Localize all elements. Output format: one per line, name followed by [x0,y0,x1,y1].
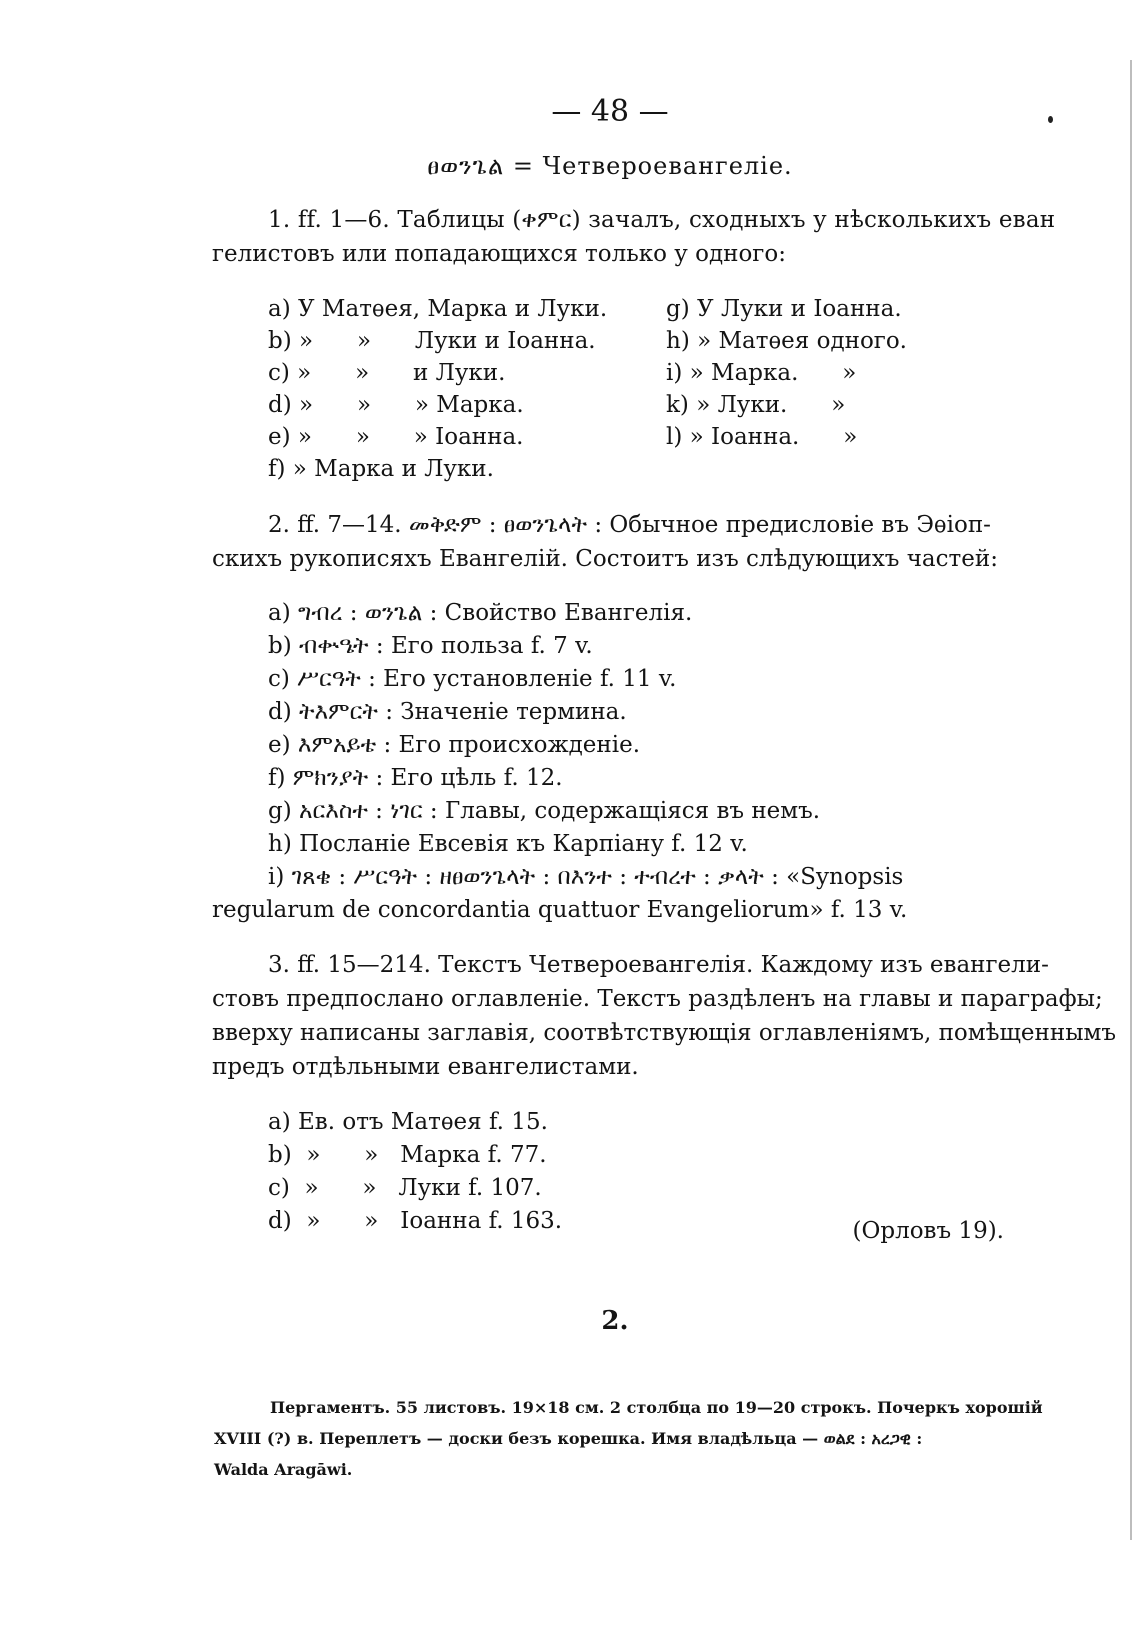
section2-item-i-line-1: i) ገጸቄ : ሥርዓት : ዘፀወንጌላት : በእንተ : ተብረተ : ቃላት : «Synopsis [268,864,904,890]
section2-item: g) አርእስተ : ነገር : Главы, содержащіяся въ немъ. [268,798,821,824]
section3-line-2: стовъ предпослано оглавленіе. Текстъ раздѣленъ на главы и параграфы; [212,986,1103,1012]
section1-right-item: l) » Іоанна. » [666,424,858,450]
section2-item: h) Посланіе Евсевія къ Карпіану f. 12 v. [268,831,748,857]
page-title: ፀወንጌል = Четвероевангеліе. [427,152,793,180]
section1-line-2: гелистовъ или попадающихся только у одного: [212,241,786,267]
ink-speck [1048,116,1053,123]
section3-item: b) » » Марка f. 77. [268,1142,547,1168]
section1-left-item: c) » » и Луки. [268,360,506,386]
section3-line-1: 3. ff. 15—214. Текстъ Четвероевангелія. Каждому изъ евангели- [268,952,1049,978]
section1-right-item: h) » Матѳея одного. [666,328,907,354]
section3-item: a) Ев. отъ Матѳея f. 15. [268,1109,548,1135]
section3-item: d) » » Іоанна f. 163. [268,1208,563,1234]
section1-left-item: d) » » » Марка. [268,392,524,418]
section1-left-item: e) » » » Іоанна. [268,424,524,450]
section1-line-1: 1. ff. 1—6. Таблицы (ቀምር) зачалъ, сходныхъ у нѣсколькихъ еван [268,207,1056,233]
entry-number: 2. [601,1306,629,1336]
section2-item: c) ሥርዓት : Его установленіе f. 11 v. [268,666,677,692]
footnote-line-2: XVIII (?) в. Переплетъ — доски безъ корешка. Имя владѣльца — ወልደ : አረጋዊ : [214,1429,923,1448]
section2-item: d) ትእምርት : Значеніе термина. [268,699,627,725]
footnote-line-3: Walda Aragāwi. [214,1460,353,1479]
section2-item-i-line-2: regularum de concordantia quattuor Evangeliorum» f. 13 v. [212,897,908,923]
section2-item: b) ብቍዔት : Его польза f. 7 v. [268,633,593,659]
section2-line-1: 2. ff. 7—14. መቅድም : ፀወንጌላት : Обычное предисловіе въ Эѳіоп- [268,512,991,538]
section3-line-4: предъ отдѣльными евангелистами. [212,1054,639,1080]
section2-item: e) እምአይቴ : Его происхожденіе. [268,732,641,758]
section1-right-item: i) » Марка. » [666,360,857,386]
source-reference: (Орловъ 19). [852,1218,1004,1244]
section1-left-item: a) У Матѳея, Марка и Луки. [268,296,608,322]
section2-item: a) ግብረ : ወንጌል : Свойство Евангелія. [268,600,693,626]
section1-left-item: f) » Марка и Луки. [268,456,494,482]
footnote-line-1: Пергаментъ. 55 листовъ. 19×18 см. 2 столбца по 19—20 строкъ. Почеркъ хорошій [270,1398,1043,1417]
section1-right-item: g) У Луки и Іоанна. [666,296,902,322]
page-edge-line [1130,60,1132,1540]
section1-right-item: k) » Луки. » [666,392,846,418]
section1-left-item: b) » » Луки и Іоанна. [268,328,596,354]
section2-line-2: скихъ рукописяхъ Евангелій. Состоитъ изъ слѣдующихъ частей: [212,546,998,572]
page-number: — 48 — [551,94,669,129]
section3-item: c) » » Луки f. 107. [268,1175,542,1201]
section3-line-3: вверху написаны заглавія, соотвѣтствующія оглавленіямъ, помѣщеннымъ [212,1020,1117,1046]
section2-item: f) ምክንያት : Его цѣль f. 12. [268,765,563,791]
